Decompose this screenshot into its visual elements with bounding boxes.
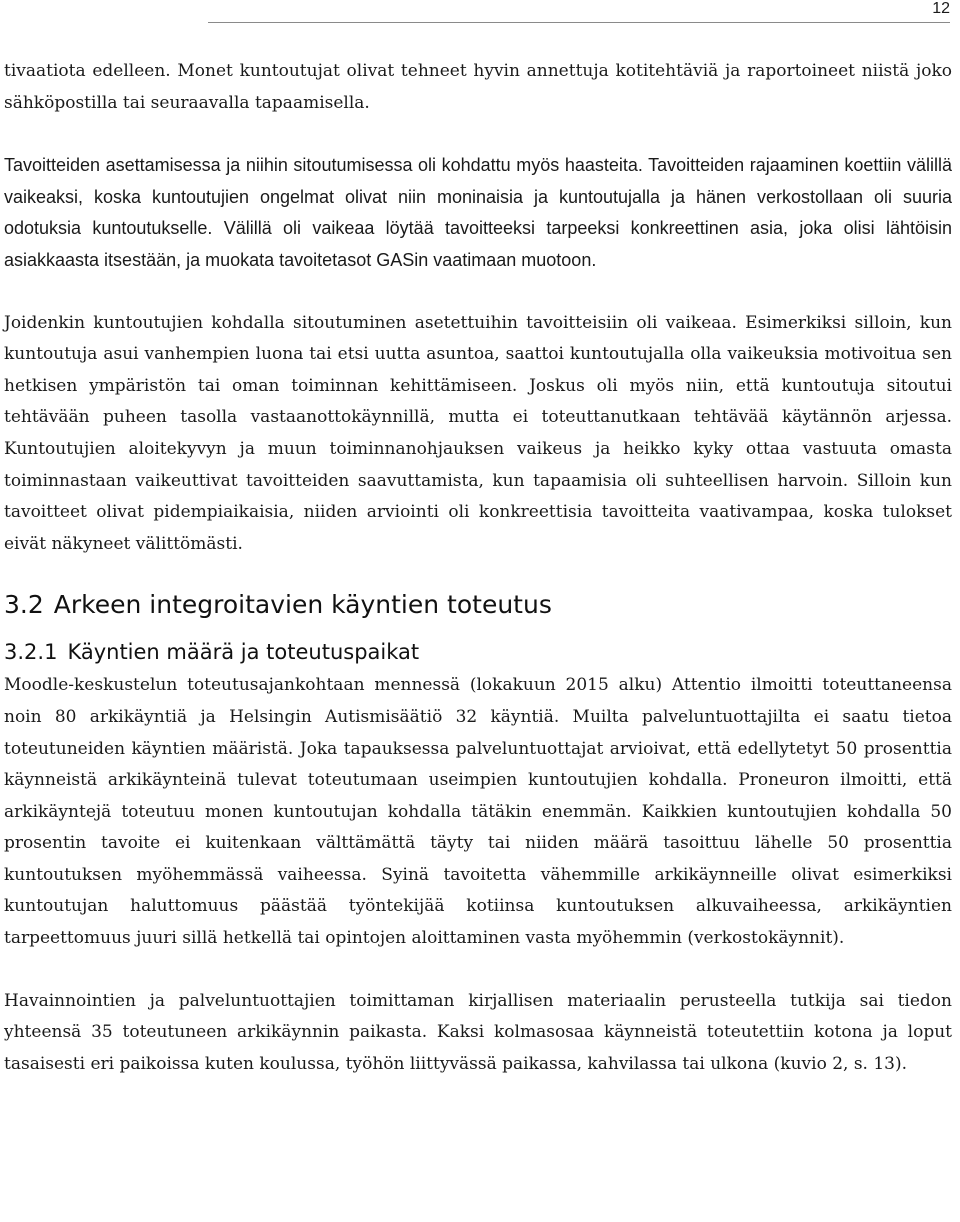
paragraph-gap [4,277,952,308]
paragraph-goal-challenges: Tavoitteiden asettamisessa ja niihin sitoutumisessa oli kohdattu myös haasteita. Tavoitteiden rajaaminen koettiin välillä vaikeaksi, koska kuntoutujien ongelmat olivat niin moninaisia ja kuntoutujalla ja hänen verkostollaan oli suuria odotuksia kuntoutukselle. Välillä oli vaikeaa löytää tavoitteeksi tarpeeksi konkreettinen asia, joka olisi lähtöisin asiakkaasta itsestään, ja muokata tavoitetasot GASin vaatimaan muotoon. [4,155,952,270]
paragraph-visit-locations: Havainnointien ja palveluntuottajien toimittaman kirjallisen materiaalin perusteella tutkija sai tiedon yhteensä 35 toteutuneen arkikäynnin paikasta. Kaksi kolmasosaa käynneistä toteutettiin kotona ja loput tasaisesti eri paikoissa kuten koulussa, työhön liittyvässä paikassa, kahvilassa tai ulkona (kuvio 2, s. 13). [4,990,952,1074]
paragraph-gap [4,119,952,150]
page-header [0,0,960,28]
section-title: Arkeen integroitavien käyntien toteutus [53,590,552,620]
paragraph-homework: tivaatiota edelleen. Monet kuntoutujat olivat tehneet hyvin annettuja kotitehtäviä ja raportoineet niistä joko sähköpostilla tai seuraavalla tapaamisella. [4,61,952,113]
paragraph-visit-counts: Moodle-keskustelun toteutusajankohtaan mennessä (lokakuun 2015 alku) Attentio ilmoitti toteuttaneensa noin 80 arkikäyntiä ja Helsingin Autismisäätiö 32 käyntiä. Muilta palveluntuottajilta ei saatu tietoa toteutuneiden käyntien määristä. Joka tapauksessa palveluntuottajat arvioivat, että edellytetyt 50 prosenttia käynneistä arkikäynteinä tulevat toteutumaan useimpien kuntoutujien kohdalla. Proneuron ilmoitti, että arkikäyntejä toteutuu monen kuntoutujan kohdalla tätäkin enemmän. Kaikkien kuntoutujien kohdalla 50 prosentin tavoite ei kuitenkaan välttämättä täyty tai niiden määrä tasoittuu lähelle 50 prosenttia kuntoutuksen myöhemmässä vaiheessa. Syinä tavoitetta vähemmille arkikäynneille olivat esimerkiksi kuntoutujan haluttomuus päästää työntekijää kotiinsa kuntoutuksen alkuvaiheessa, arkikäyntien tarpeettomuus juuri sillä hetkellä tai opintojen aloittaminen vasta myöhemmin (verkostokäynnit). [4,675,952,949]
section-number: 3.2 [4,590,44,620]
paragraph-gap [4,955,952,986]
subsection-number: 3.2.1 [4,640,58,665]
page-number: 12 [932,0,950,17]
subsection-heading [4,626,952,670]
subsection-title: Käyntien määrä ja toteutuspaikat [67,640,420,665]
page-content [4,56,952,1080]
header-rule [208,22,950,23]
paragraph-commitment: Joidenkin kuntoutujien kohdalla sitoutuminen asetettuihin tavoitteisiin oli vaikeaa. Esimerkiksi silloin, kun kuntoutuja asui vanhempien luona tai etsi uutta asuntoa, saattoi kuntoutujalla olla vaikeuksia motivoitua sen hetkisen ympäristön tai oman toiminnan kehittämiseen. Joskus oli myös niin, että kuntoutuja sitoutui tehtävään puheen tasolla vastaanottokäynnillä, mutta ei toteuttanutkaan tehtävää käytännön arjessa. Kuntoutujien aloitekyvyn ja muun toiminnanohjauksen vaikeus ja heikko kyky ottaa vastuuta omasta toiminnastaan vaikeuttivat tavoitteiden saavuttamista, kun tapaamisia oli suhteellisen harvoin. Silloin kun tavoitteet olivat pidempiaikaisia, niiden arviointi oli konkreettisia tavoitteita vaativampaa, koska tulokset eivät näkyneet välittömästi. [4,312,952,554]
section-heading [4,560,952,626]
